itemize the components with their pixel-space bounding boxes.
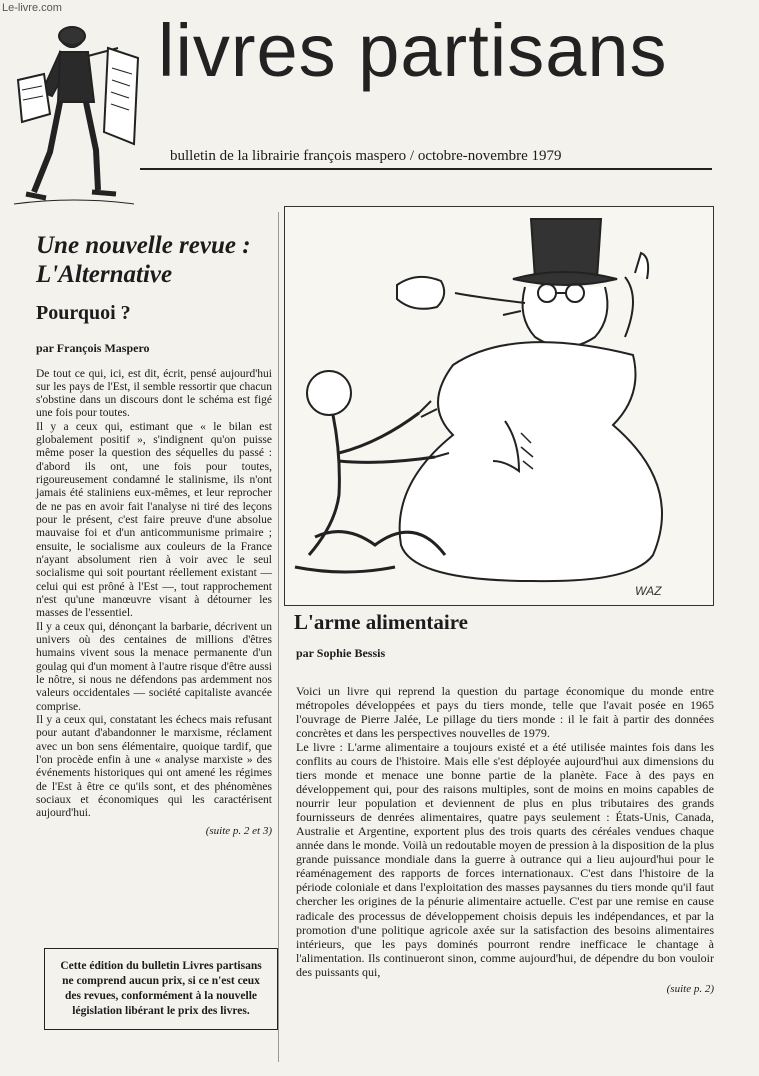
left-article-subhead: Pourquoi ?	[36, 301, 131, 324]
newspaper-seller-logo	[12, 20, 140, 215]
left-article-byline: par François Maspero	[36, 340, 150, 355]
right-article-continued: (suite p. 2)	[666, 982, 714, 995]
cartoon-illustration	[284, 206, 714, 606]
cartoon-drawing	[285, 207, 713, 605]
right-article-byline: par Sophie Bessis	[296, 646, 386, 660]
column-divider	[278, 212, 279, 1062]
cartoon-signature: WAZ	[635, 584, 662, 598]
masthead-rule	[140, 168, 712, 170]
right-article	[296, 684, 714, 995]
paragraph: De tout ce qui, ici, est dit, écrit, pensé aujourd'hui sur les pays de l'Est, il semble ressortir que chacun s'obstine dans un discours dont le schéma est figé une fois pour toutes.	[36, 367, 272, 420]
left-article-body	[36, 368, 272, 821]
paragraph: Il y a ceux qui, dénonçant la barbarie, décrivent un univers où des centaines de millions d'êtres humains vivent sous la menace permanente d'un goulag qui d'un moment à l'autre risque d'être aussi le nôtre, si nous ne défendons pas ardemment nos valeurs occidentales — société capitaliste avancée comprise.	[36, 620, 272, 713]
paragraph: Il y a ceux qui, estimant que « le bilan est globalement positif », s'indignent qu'on puisse même poser la question des séquelles du passé : d'abord ils ont, une fois pour toutes, rigoureusement condamné le stalinisme, ils n'ont jamais été staliniens eux-mêmes, et leur reprocher de ne pas en avoir fait l'analyse ni tiré des leçons pour le présent, c'est faire preuve d'une absolue mauvaise foi et d'un anticommunisme primaire ; ensuite, le socialisme aux couleurs de la France n'ayant absolument rien à voir avec le seul socialisme qui soit pourtant réellement existant — celui qui est prôné à l'Est —, tout rapprochement n'est qu'une manœuvre visant à détourner les masses de l'essentiel.	[36, 420, 272, 620]
masthead-title: livres partisans	[158, 9, 668, 92]
right-article-heading: L'arme alimentaire	[294, 610, 468, 634]
paragraph: Voici un livre qui reprend la question du partage économique du monde entre métropoles développées et pays du tiers monde, telle que l'avait posée en 1965 l'ouvrage de Pierre Jalée, Le pillage du tiers monde : il le fait à partir des données concrètes et dans les perspectives nouvelles de 1979.	[296, 684, 714, 741]
left-article-continued: (suite p. 2 et 3)	[205, 824, 272, 837]
paragraph: Le livre : L'arme alimentaire a toujours existé et a été utilisée maintes fois dans les conflits au cours de l'histoire. Mais elle s'est déployée aujourd'hui aux dimensions du tiers monde et menace une bonne partie de la planète. Face à des pays en développement qui, pour des raisons multiples, sont de moins en moins capables de nourrir leur population et deviennent de plus en plus tributaires des grands fournisseurs de denrées alimentaires, quatre pays seulement : États-Unis, Canada, Australie et Argentine, exportent plus des trois quarts des céréales vendues chaque année dans le monde. Voilà un redoutable moyen de pression à la disposition de la plus grande puissance mondiale dans la guerre à outrance qui a lieu aujourd'hui pour le réaménagement des rapports de forces internationaux. C'est dans l'histoire de la période coloniale et dans l'exploitation des masses paysannes du tiers monde qu'il faut chercher les origines de la pénurie alimentaire actuelle. C'est par une remise en cause radicale des processus de développement choisis depuis les indépendances, et par la promotion d'une politique agricole axée sur la satisfaction des besoins alimentaires intérieurs, que les pays dominés pourront rendre inefficace le chantage à l'alimentation. Ils continueront sinon, comme aujourd'hui, de dépendre du bon vouloir des puissants qui,	[296, 740, 714, 979]
left-article-kicker: Une nouvelle revue : L'Alternative	[36, 232, 251, 288]
masthead-subtitle: bulletin de la librairie françois maspero / octobre-novembre 1979	[170, 148, 562, 164]
site-watermark: Le-livre.com	[2, 2, 62, 14]
price-notice-box: Cette édition du bulletin Livres partisans ne comprend aucun prix, si ce n'est ceux des revues, conformément à la nouvelle législation libérant le prix des livres.	[44, 948, 278, 1030]
paragraph: Il y a ceux qui, constatant les échecs mais refusant pour autant d'abandonner le marxisme, réclament avec un bon sens élémentaire, quoique tardif, que l'on procède enfin à une « analyse marxiste » des événements historiques qui ont amené les régimes de l'Est à être ce qu'ils sont, et des phénomènes sociaux et économiques qui les caractérisent aujourd'hui.	[36, 714, 272, 820]
left-article	[36, 232, 272, 837]
right-article-body	[296, 684, 714, 979]
